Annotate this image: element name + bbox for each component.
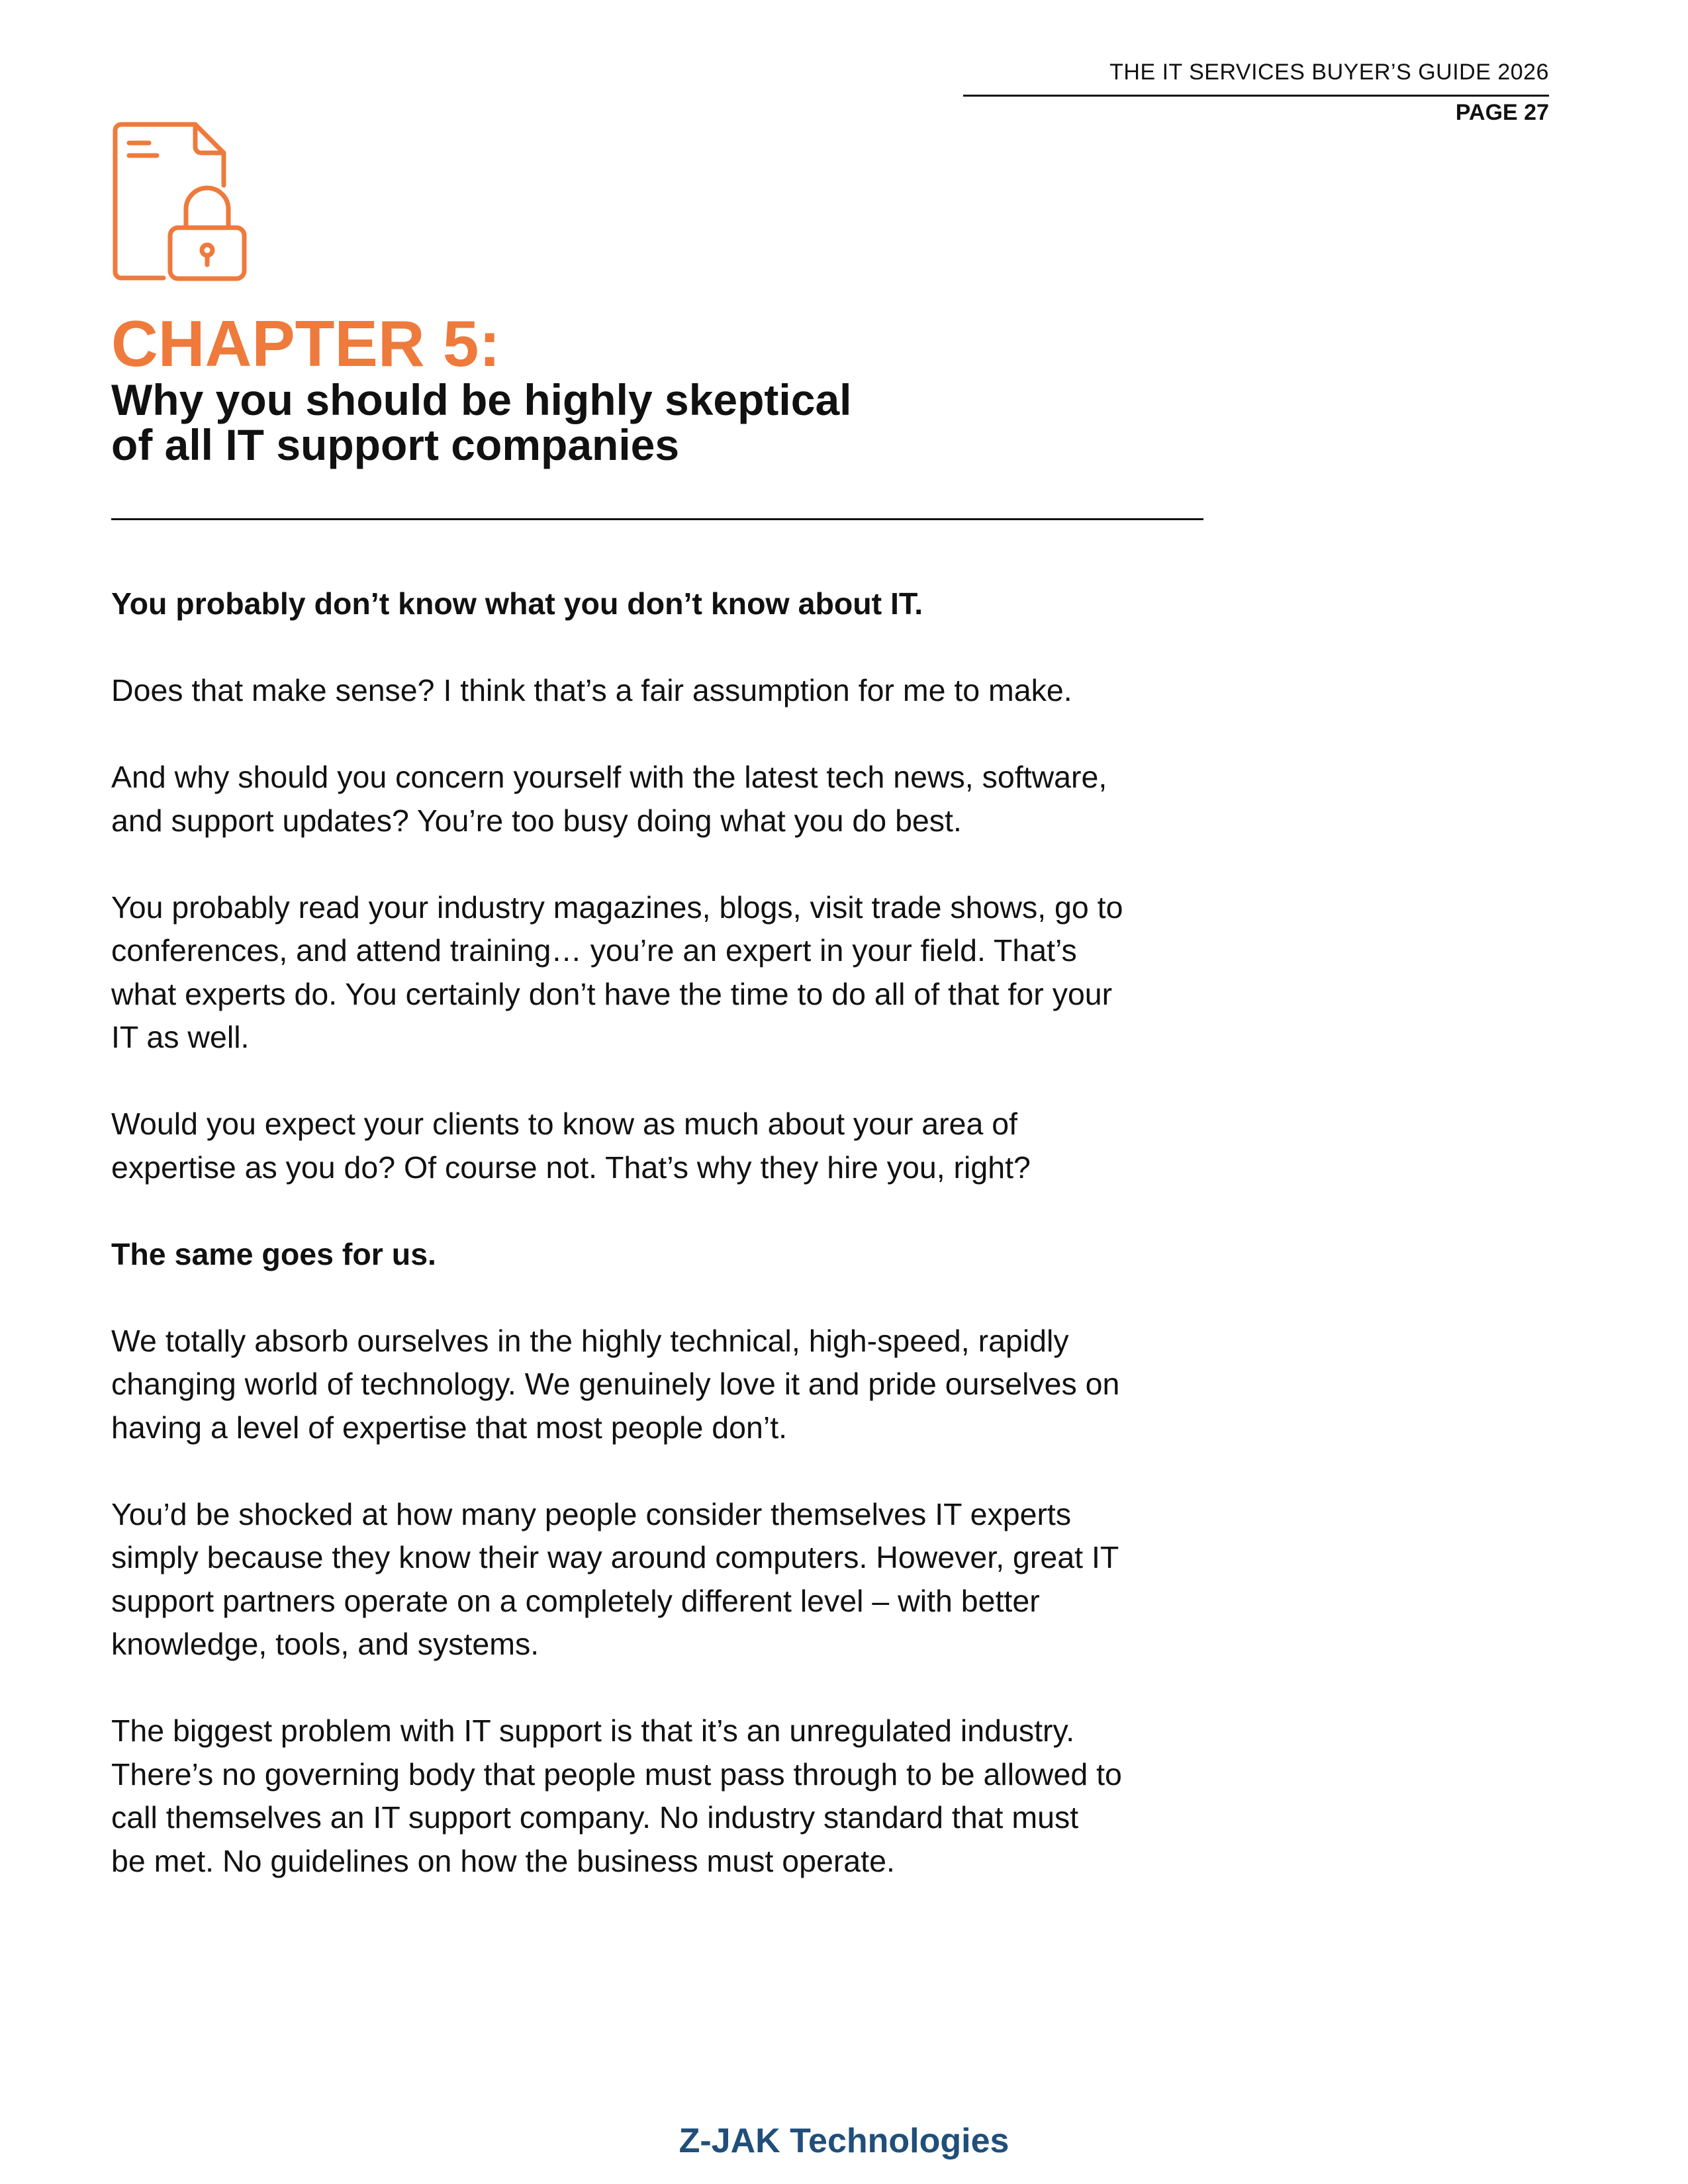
paragraph xyxy=(111,1320,1266,1450)
paragraph-line: IT as well. xyxy=(111,1020,250,1054)
paragraph-line: support partners operate on a completely different level – with better xyxy=(111,1583,1040,1618)
paragraph-line: expertise as you do? Of course not. That’s why they hire you, right? xyxy=(111,1150,1031,1185)
paragraph-line: and support updates? You’re too busy doing what you do best. xyxy=(111,803,962,838)
paragraph xyxy=(111,1493,1266,1666)
paragraph xyxy=(111,669,1266,713)
body-text xyxy=(111,582,1266,1927)
chapter-divider xyxy=(111,518,1203,520)
paragraph-line: simply because they know their way around computers. However, great IT xyxy=(111,1540,1119,1574)
company-footer: Z-JAK Technologies xyxy=(679,2122,1009,2160)
chapter-subtitle-line: Why you should be highly skeptical xyxy=(111,375,852,424)
bold-paragraph xyxy=(111,1233,1266,1277)
paragraph-line: having a level of expertise that most people don’t. xyxy=(111,1410,788,1445)
chapter-subtitle xyxy=(111,377,852,467)
chapter-title: CHAPTER 5: xyxy=(111,307,501,380)
document-lock-icon xyxy=(109,119,255,285)
paragraph-line: There’s no governing body that people must pass through to be allowed to xyxy=(111,1756,1122,1792)
paragraph-line: We totally absorb ourselves in the highly technical, high-speed, rapidly xyxy=(111,1323,1069,1358)
paragraph xyxy=(111,1103,1266,1189)
paragraph-line: You’d be shocked at how many people consider themselves IT experts xyxy=(111,1496,1072,1531)
paragraph-line: And why should you concern yourself with the latest tech news, software, xyxy=(111,760,1107,794)
paragraph-line: Does that make sense? I think that’s a fair assumption for me to make. xyxy=(111,673,1072,707)
paragraph-line: be met. No guidelines on how the business must operate. xyxy=(111,1843,895,1878)
paragraph-line: call themselves an IT support company. No industry standard that must xyxy=(111,1800,1079,1835)
paragraph-line: knowledge, tools, and systems. xyxy=(111,1627,539,1661)
paragraph-line: changing world of technology. We genuinely love it and pride ourselves on xyxy=(111,1367,1120,1401)
paragraph xyxy=(111,886,1266,1060)
header-divider xyxy=(963,95,1549,97)
paragraph-line: You probably read your industry magazines, blogs, visit trade shows, go to xyxy=(111,889,1123,925)
page-number: PAGE 27 xyxy=(1455,100,1549,125)
paragraph xyxy=(111,756,1266,842)
paragraph-line: The biggest problem with IT support is that it’s an unregulated industry. xyxy=(111,1713,1075,1748)
paragraph-line: Would you expect your clients to know as much about your area of xyxy=(111,1107,1018,1141)
paragraph-line: You probably don’t know what you don’t know about IT. xyxy=(111,586,923,621)
paragraph-line: The same goes for us. xyxy=(111,1236,436,1271)
guide-title: THE IT SERVICES BUYER’S GUIDE 2026 xyxy=(1109,60,1549,85)
paragraph-line: what experts do. You certainly don’t have the time to do all of that for your xyxy=(111,976,1113,1011)
paragraph-line: conferences, and attend training… you’re an expert in your field. That’s xyxy=(111,933,1077,968)
bold-paragraph xyxy=(111,582,1266,626)
chapter-subtitle-line: of all IT support companies xyxy=(111,420,680,469)
paragraph xyxy=(111,1709,1266,1883)
